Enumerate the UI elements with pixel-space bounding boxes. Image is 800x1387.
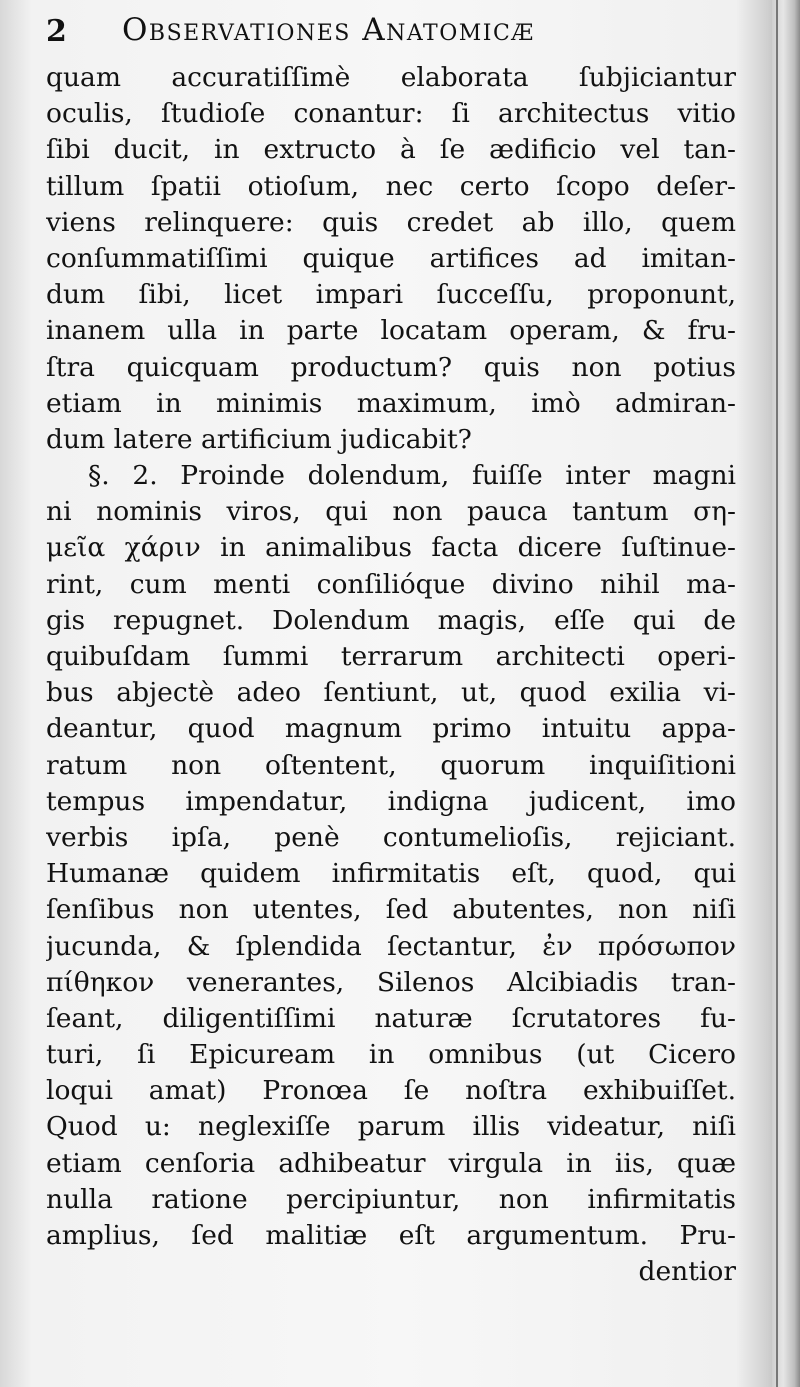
text-line: quam accuratiſſimè elaborata ſubjiciantur <box>46 62 736 93</box>
text-line: ſtra quicquam productum? quis non potius <box>46 351 736 383</box>
text-line: πίθηκον venerantes, Silenos Alcibiadis tran- <box>46 966 736 998</box>
text-line: loqui amat) Pronœa ſe noſtra exhibuiſſet. <box>46 1075 736 1107</box>
running-head <box>34 8 734 52</box>
text-line: gis repugnet. Dolendum magis, eſſe qui de <box>46 604 736 636</box>
text-line: quibuſdam ſummi terrarum architecti operi- <box>46 641 736 672</box>
text-line: etiam in minimis maximum, imò admiran- <box>46 387 736 419</box>
text-line: Quod u: neglexiſſe parum illis videatur, niſi <box>46 1111 736 1143</box>
body-text <box>46 60 736 1290</box>
text-line: rint, cum menti conſilióque divino nihil ma- <box>46 568 736 600</box>
text-line: viens relinquere: quis credet ab illo, quem <box>46 206 736 238</box>
page-number: 2 <box>46 14 67 49</box>
text-line: verbis ipſa, penè contumelioſis, rejiciant. <box>46 821 736 853</box>
text-line: ratum non oſtentent, quorum inquiſitioni <box>46 749 736 781</box>
running-title: Observationes Anatomicæ <box>122 12 535 48</box>
text-line: ſibi ducit, in extructo à ſe ædificio vel tan- <box>46 134 736 166</box>
text-line: deantur, quod magnum primo intuitu appa- <box>46 713 736 745</box>
text-line: tillum ſpatii otioſum, nec certo ſcopo deſer- <box>46 170 736 202</box>
text-line: ſeant, diligentiſſimi naturæ ſcrutatores fu- <box>46 1002 736 1034</box>
text-line: Humanæ quidem infirmitatis eſt, quod, qui <box>46 858 736 890</box>
text-line: bus abjectè adeo ſentiunt, ut, quod exilia vi- <box>46 677 736 709</box>
text-line: dum ſibi, licet impari ſucceſſu, proponunt, <box>46 279 736 311</box>
text-line: etiam cenſoria adhibeatur virgula in iis, quæ <box>46 1147 736 1179</box>
text-line: tempus impendatur, indigna judicent, imo <box>46 785 736 817</box>
text-line: jucunda, & ſplendida ſectantur, ἐν πρόσωπον <box>46 930 736 962</box>
text-line: ni nominis viros, qui non pauca tantum ση- <box>46 496 736 528</box>
text-line: nulla ratione percipiuntur, non infirmitatis <box>46 1183 736 1215</box>
text-line: oculis, ſtudioſe conantur: ſi architectus vitio <box>46 98 736 130</box>
text-line: μεῖα χάριν in animalibus facta dicere ſuſtinue- <box>46 532 736 564</box>
text-line: inanem ulla in parte locatam operam, & fru- <box>46 315 736 347</box>
text-line: turi, ſi Epicuream in omnibus (ut Cicero <box>46 1039 736 1071</box>
catchword: dentior <box>638 1256 736 1288</box>
binding-edge <box>776 0 778 1387</box>
section-heading-line: §. 2. Proinde dolendum, fuiſſe inter magni <box>88 460 736 492</box>
text-line: ſenſibus non utentes, ſed abutentes, non niſi <box>46 894 736 926</box>
text-line: amplius, ſed malitiæ eſt argumentum. Pru- <box>46 1220 736 1251</box>
text-line: conſummatiſſimi quique artifices ad imitan- <box>46 242 736 274</box>
text-line: dum latere artificium judicabit? <box>46 423 472 455</box>
